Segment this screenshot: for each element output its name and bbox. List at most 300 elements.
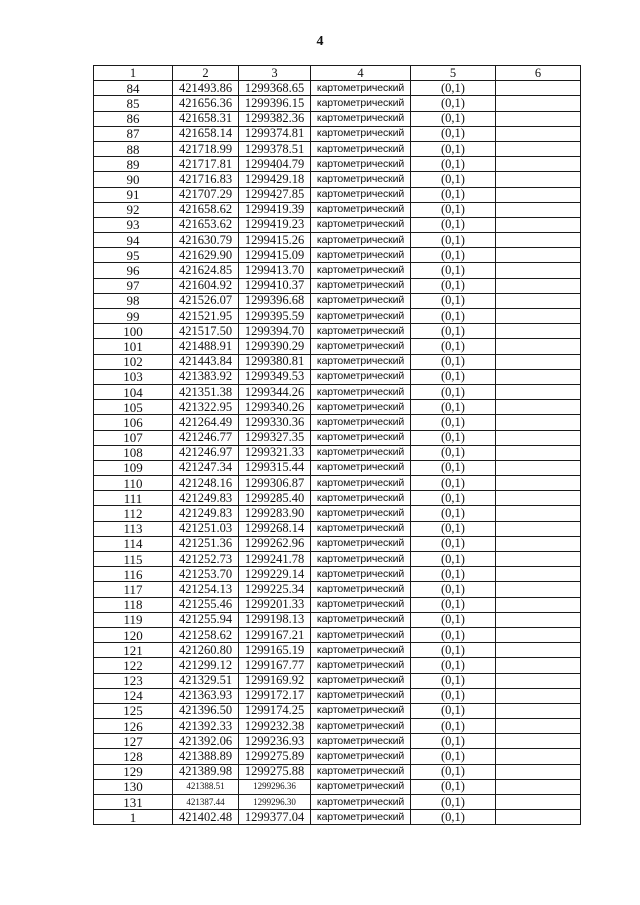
cell-coord-y: 1299368.65	[239, 81, 311, 96]
cell-note	[496, 369, 581, 384]
cell-note	[496, 141, 581, 156]
cell-point-number: 95	[94, 248, 173, 263]
table-row	[94, 157, 581, 172]
table-row	[94, 582, 581, 597]
cell-coord-x: 421246.97	[173, 445, 239, 460]
table-row	[94, 248, 581, 263]
cell-coord-x: 421658.14	[173, 126, 239, 141]
cell-method: картометрический	[311, 764, 411, 779]
cell-point-number: 93	[94, 217, 173, 232]
cell-note	[496, 278, 581, 293]
cell-coord-x: 421387.44	[173, 795, 239, 810]
cell-accuracy: (0,1)	[411, 233, 496, 248]
table-body	[94, 81, 581, 825]
cell-note	[496, 795, 581, 810]
cell-note	[496, 96, 581, 111]
cell-method: картометрический	[311, 248, 411, 263]
cell-point-number: 84	[94, 81, 173, 96]
cell-point-number: 124	[94, 688, 173, 703]
cell-point-number: 118	[94, 597, 173, 612]
cell-coord-y: 1299390.29	[239, 339, 311, 354]
cell-note	[496, 233, 581, 248]
cell-method: картометрический	[311, 612, 411, 627]
cell-method: картометрический	[311, 521, 411, 536]
table-row	[94, 658, 581, 673]
cell-accuracy: (0,1)	[411, 779, 496, 794]
cell-method: картометрический	[311, 278, 411, 293]
cell-coord-x: 421351.38	[173, 384, 239, 399]
cell-accuracy: (0,1)	[411, 278, 496, 293]
cell-coord-y: 1299165.19	[239, 643, 311, 658]
cell-point-number: 103	[94, 369, 173, 384]
cell-coord-y: 1299394.70	[239, 324, 311, 339]
header-col-6: 6	[496, 66, 581, 81]
cell-coord-y: 1299427.85	[239, 187, 311, 202]
cell-accuracy: (0,1)	[411, 521, 496, 536]
cell-method: картометрический	[311, 339, 411, 354]
cell-accuracy: (0,1)	[411, 217, 496, 232]
cell-accuracy: (0,1)	[411, 324, 496, 339]
cell-accuracy: (0,1)	[411, 567, 496, 582]
cell-accuracy: (0,1)	[411, 384, 496, 399]
cell-note	[496, 658, 581, 673]
cell-point-number: 119	[94, 612, 173, 627]
cell-accuracy: (0,1)	[411, 460, 496, 475]
cell-coord-y: 1299268.14	[239, 521, 311, 536]
cell-coord-y: 1299327.35	[239, 430, 311, 445]
cell-coord-y: 1299419.39	[239, 202, 311, 217]
cell-method: картометрический	[311, 476, 411, 491]
cell-coord-y: 1299172.17	[239, 688, 311, 703]
cell-point-number: 96	[94, 263, 173, 278]
cell-note	[496, 810, 581, 825]
cell-coord-x: 421299.12	[173, 658, 239, 673]
table-row	[94, 384, 581, 399]
header-col-5: 5	[411, 66, 496, 81]
cell-point-number: 91	[94, 187, 173, 202]
cell-point-number: 122	[94, 658, 173, 673]
cell-point-number: 100	[94, 324, 173, 339]
cell-accuracy: (0,1)	[411, 627, 496, 642]
cell-coord-x: 421252.73	[173, 552, 239, 567]
cell-note	[496, 597, 581, 612]
cell-coord-x: 421246.77	[173, 430, 239, 445]
cell-method: картометрический	[311, 111, 411, 126]
cell-note	[496, 627, 581, 642]
cell-coord-x: 421249.83	[173, 506, 239, 521]
cell-method: картометрический	[311, 491, 411, 506]
table-row	[94, 202, 581, 217]
cell-note	[496, 445, 581, 460]
cell-point-number: 129	[94, 764, 173, 779]
cell-coord-x: 421653.62	[173, 217, 239, 232]
cell-point-number: 110	[94, 476, 173, 491]
cell-note	[496, 506, 581, 521]
cell-coord-y: 1299262.96	[239, 536, 311, 551]
cell-note	[496, 172, 581, 187]
cell-note	[496, 749, 581, 764]
cell-coord-y: 1299225.34	[239, 582, 311, 597]
cell-accuracy: (0,1)	[411, 597, 496, 612]
table-row	[94, 703, 581, 718]
cell-method: картометрический	[311, 217, 411, 232]
table-row	[94, 324, 581, 339]
table-row	[94, 734, 581, 749]
header-col-4: 4	[311, 66, 411, 81]
header-row	[94, 66, 581, 81]
cell-note	[496, 81, 581, 96]
cell-point-number: 126	[94, 719, 173, 734]
cell-note	[496, 248, 581, 263]
table-row	[94, 217, 581, 232]
cell-method: картометрический	[311, 658, 411, 673]
table-row	[94, 81, 581, 96]
table-row	[94, 688, 581, 703]
cell-note	[496, 612, 581, 627]
cell-coord-y: 1299275.88	[239, 764, 311, 779]
cell-coord-y: 1299306.87	[239, 476, 311, 491]
cell-method: картометрический	[311, 749, 411, 764]
cell-note	[496, 491, 581, 506]
cell-coord-x: 421717.81	[173, 157, 239, 172]
cell-coord-y: 1299201.33	[239, 597, 311, 612]
table-row	[94, 536, 581, 551]
cell-method: картометрический	[311, 582, 411, 597]
cell-method: картометрический	[311, 233, 411, 248]
cell-point-number: 1	[94, 810, 173, 825]
header-col-3: 3	[239, 66, 311, 81]
cell-accuracy: (0,1)	[411, 354, 496, 369]
table-row	[94, 430, 581, 445]
cell-point-number: 98	[94, 293, 173, 308]
cell-accuracy: (0,1)	[411, 430, 496, 445]
cell-point-number: 115	[94, 552, 173, 567]
cell-coord-x: 421604.92	[173, 278, 239, 293]
cell-method: картометрический	[311, 369, 411, 384]
cell-note	[496, 764, 581, 779]
cell-method: картометрический	[311, 673, 411, 688]
table-header	[94, 66, 581, 81]
cell-accuracy: (0,1)	[411, 309, 496, 324]
cell-method: картометрический	[311, 810, 411, 825]
cell-method: картометрический	[311, 293, 411, 308]
cell-note	[496, 187, 581, 202]
cell-coord-y: 1299232.38	[239, 719, 311, 734]
cell-accuracy: (0,1)	[411, 96, 496, 111]
cell-note	[496, 309, 581, 324]
cell-accuracy: (0,1)	[411, 369, 496, 384]
table-row	[94, 779, 581, 794]
cell-method: картометрический	[311, 324, 411, 339]
cell-note	[496, 263, 581, 278]
cell-coord-x: 421493.86	[173, 81, 239, 96]
cell-accuracy: (0,1)	[411, 536, 496, 551]
cell-coord-x: 421488.91	[173, 339, 239, 354]
cell-accuracy: (0,1)	[411, 749, 496, 764]
cell-method: картометрический	[311, 795, 411, 810]
cell-point-number: 92	[94, 202, 173, 217]
cell-coord-x: 421253.70	[173, 567, 239, 582]
cell-method: картометрический	[311, 187, 411, 202]
table-row	[94, 460, 581, 475]
cell-method: картометрический	[311, 202, 411, 217]
cell-note	[496, 430, 581, 445]
cell-note	[496, 703, 581, 718]
cell-coord-y: 1299167.77	[239, 658, 311, 673]
cell-coord-x: 421388.89	[173, 749, 239, 764]
cell-accuracy: (0,1)	[411, 476, 496, 491]
cell-coord-x: 421392.06	[173, 734, 239, 749]
cell-accuracy: (0,1)	[411, 187, 496, 202]
cell-method: картометрический	[311, 506, 411, 521]
table-row	[94, 369, 581, 384]
cell-method: картометрический	[311, 597, 411, 612]
cell-note	[496, 673, 581, 688]
cell-point-number: 87	[94, 126, 173, 141]
cell-coord-x: 421707.29	[173, 187, 239, 202]
table-row	[94, 476, 581, 491]
cell-accuracy: (0,1)	[411, 506, 496, 521]
cell-coord-y: 1299382.36	[239, 111, 311, 126]
cell-point-number: 101	[94, 339, 173, 354]
cell-coord-y: 1299378.51	[239, 141, 311, 156]
table-row	[94, 415, 581, 430]
cell-accuracy: (0,1)	[411, 643, 496, 658]
cell-coord-x: 421658.31	[173, 111, 239, 126]
cell-note	[496, 643, 581, 658]
cell-note	[496, 536, 581, 551]
table-row	[94, 764, 581, 779]
cell-method: картометрический	[311, 263, 411, 278]
cell-method: картометрический	[311, 460, 411, 475]
cell-coord-y: 1299315.44	[239, 460, 311, 475]
cell-method: картометрический	[311, 126, 411, 141]
cell-coord-x: 421629.90	[173, 248, 239, 263]
cell-method: картометрический	[311, 643, 411, 658]
cell-coord-x: 421517.50	[173, 324, 239, 339]
cell-point-number: 89	[94, 157, 173, 172]
table-row	[94, 263, 581, 278]
cell-coord-x: 421249.83	[173, 491, 239, 506]
cell-coord-y: 1299410.37	[239, 278, 311, 293]
cell-coord-y: 1299198.13	[239, 612, 311, 627]
cell-coord-y: 1299285.40	[239, 491, 311, 506]
table-row	[94, 354, 581, 369]
cell-method: картометрический	[311, 384, 411, 399]
cell-method: картометрический	[311, 536, 411, 551]
table-row	[94, 795, 581, 810]
cell-coord-x: 421716.83	[173, 172, 239, 187]
cell-point-number: 113	[94, 521, 173, 536]
cell-note	[496, 734, 581, 749]
cell-coord-x: 421526.07	[173, 293, 239, 308]
cell-accuracy: (0,1)	[411, 658, 496, 673]
cell-coord-x: 421624.85	[173, 263, 239, 278]
cell-coord-x: 421402.48	[173, 810, 239, 825]
table-row	[94, 339, 581, 354]
cell-method: картометрический	[311, 703, 411, 718]
cell-point-number: 102	[94, 354, 173, 369]
cell-method: картометрический	[311, 734, 411, 749]
cell-point-number: 85	[94, 96, 173, 111]
cell-note	[496, 521, 581, 536]
cell-point-number: 128	[94, 749, 173, 764]
cell-coord-x: 421383.92	[173, 369, 239, 384]
table-row	[94, 643, 581, 658]
cell-accuracy: (0,1)	[411, 157, 496, 172]
cell-point-number: 88	[94, 141, 173, 156]
cell-coord-x: 421329.51	[173, 673, 239, 688]
table-row	[94, 673, 581, 688]
cell-method: картометрический	[311, 172, 411, 187]
cell-coord-y: 1299377.04	[239, 810, 311, 825]
cell-point-number: 109	[94, 460, 173, 475]
cell-note	[496, 552, 581, 567]
cell-point-number: 114	[94, 536, 173, 551]
cell-coord-y: 1299330.36	[239, 415, 311, 430]
cell-accuracy: (0,1)	[411, 734, 496, 749]
table-row	[94, 172, 581, 187]
cell-point-number: 104	[94, 384, 173, 399]
cell-note	[496, 460, 581, 475]
cell-point-number: 123	[94, 673, 173, 688]
cell-point-number: 111	[94, 491, 173, 506]
table-row	[94, 111, 581, 126]
cell-coord-x: 421521.95	[173, 309, 239, 324]
table-row	[94, 400, 581, 415]
cell-coord-y: 1299174.25	[239, 703, 311, 718]
table-row	[94, 612, 581, 627]
cell-method: картометрический	[311, 552, 411, 567]
cell-accuracy: (0,1)	[411, 810, 496, 825]
cell-point-number: 131	[94, 795, 173, 810]
cell-note	[496, 567, 581, 582]
cell-coord-x: 421258.62	[173, 627, 239, 642]
cell-coord-x: 421389.98	[173, 764, 239, 779]
cell-note	[496, 202, 581, 217]
cell-coord-y: 1299404.79	[239, 157, 311, 172]
cell-coord-y: 1299396.15	[239, 96, 311, 111]
table-row	[94, 293, 581, 308]
table-row	[94, 278, 581, 293]
header-col-2: 2	[173, 66, 239, 81]
cell-coord-y: 1299167.21	[239, 627, 311, 642]
cell-note	[496, 779, 581, 794]
table-row	[94, 96, 581, 111]
cell-accuracy: (0,1)	[411, 612, 496, 627]
cell-accuracy: (0,1)	[411, 491, 496, 506]
cell-coord-y: 1299296.36	[239, 779, 311, 794]
header-col-1: 1	[94, 66, 173, 81]
cell-note	[496, 111, 581, 126]
table-row	[94, 309, 581, 324]
cell-coord-y: 1299395.59	[239, 309, 311, 324]
cell-method: картометрический	[311, 719, 411, 734]
cell-coord-y: 1299321.33	[239, 445, 311, 460]
cell-note	[496, 324, 581, 339]
cell-method: картометрический	[311, 779, 411, 794]
cell-method: картометрический	[311, 354, 411, 369]
table-row	[94, 810, 581, 825]
table-row	[94, 141, 581, 156]
cell-accuracy: (0,1)	[411, 400, 496, 415]
table-row	[94, 126, 581, 141]
cell-coord-x: 421255.46	[173, 597, 239, 612]
cell-accuracy: (0,1)	[411, 795, 496, 810]
cell-accuracy: (0,1)	[411, 415, 496, 430]
cell-coord-y: 1299241.78	[239, 552, 311, 567]
cell-accuracy: (0,1)	[411, 141, 496, 156]
cell-coord-x: 421630.79	[173, 233, 239, 248]
cell-accuracy: (0,1)	[411, 126, 496, 141]
table-row	[94, 521, 581, 536]
cell-accuracy: (0,1)	[411, 111, 496, 126]
cell-accuracy: (0,1)	[411, 703, 496, 718]
cell-note	[496, 476, 581, 491]
cell-method: картометрический	[311, 96, 411, 111]
cell-coord-x: 421260.80	[173, 643, 239, 658]
cell-note	[496, 719, 581, 734]
cell-coord-x: 421396.50	[173, 703, 239, 718]
cell-point-number: 120	[94, 627, 173, 642]
cell-method: картометрический	[311, 627, 411, 642]
cell-point-number: 94	[94, 233, 173, 248]
cell-coord-x: 421255.94	[173, 612, 239, 627]
cell-method: картометрический	[311, 141, 411, 156]
page-number: 4	[316, 34, 324, 49]
cell-coord-y: 1299229.14	[239, 567, 311, 582]
cell-method: картометрический	[311, 430, 411, 445]
cell-accuracy: (0,1)	[411, 673, 496, 688]
cell-accuracy: (0,1)	[411, 293, 496, 308]
cell-method: картометрический	[311, 445, 411, 460]
cell-coord-x: 421658.62	[173, 202, 239, 217]
cell-point-number: 99	[94, 309, 173, 324]
cell-note	[496, 217, 581, 232]
table-row	[94, 187, 581, 202]
cell-coord-x: 421264.49	[173, 415, 239, 430]
cell-accuracy: (0,1)	[411, 172, 496, 187]
cell-accuracy: (0,1)	[411, 764, 496, 779]
cell-note	[496, 354, 581, 369]
cell-point-number: 127	[94, 734, 173, 749]
cell-accuracy: (0,1)	[411, 202, 496, 217]
cell-accuracy: (0,1)	[411, 445, 496, 460]
cell-note	[496, 126, 581, 141]
cell-note	[496, 582, 581, 597]
cell-point-number: 130	[94, 779, 173, 794]
table-row	[94, 233, 581, 248]
cell-point-number: 107	[94, 430, 173, 445]
table-row	[94, 749, 581, 764]
cell-coord-y: 1299396.68	[239, 293, 311, 308]
cell-point-number: 105	[94, 400, 173, 415]
cell-point-number: 121	[94, 643, 173, 658]
cell-coord-y: 1299413.70	[239, 263, 311, 278]
cell-point-number: 97	[94, 278, 173, 293]
cell-coord-y: 1299344.26	[239, 384, 311, 399]
cell-coord-x: 421247.34	[173, 460, 239, 475]
cell-point-number: 117	[94, 582, 173, 597]
cell-accuracy: (0,1)	[411, 719, 496, 734]
table-row	[94, 597, 581, 612]
cell-coord-y: 1299380.81	[239, 354, 311, 369]
cell-coord-x: 421248.16	[173, 476, 239, 491]
cell-coord-y: 1299296.30	[239, 795, 311, 810]
cell-point-number: 86	[94, 111, 173, 126]
cell-note	[496, 339, 581, 354]
table-row	[94, 567, 581, 582]
